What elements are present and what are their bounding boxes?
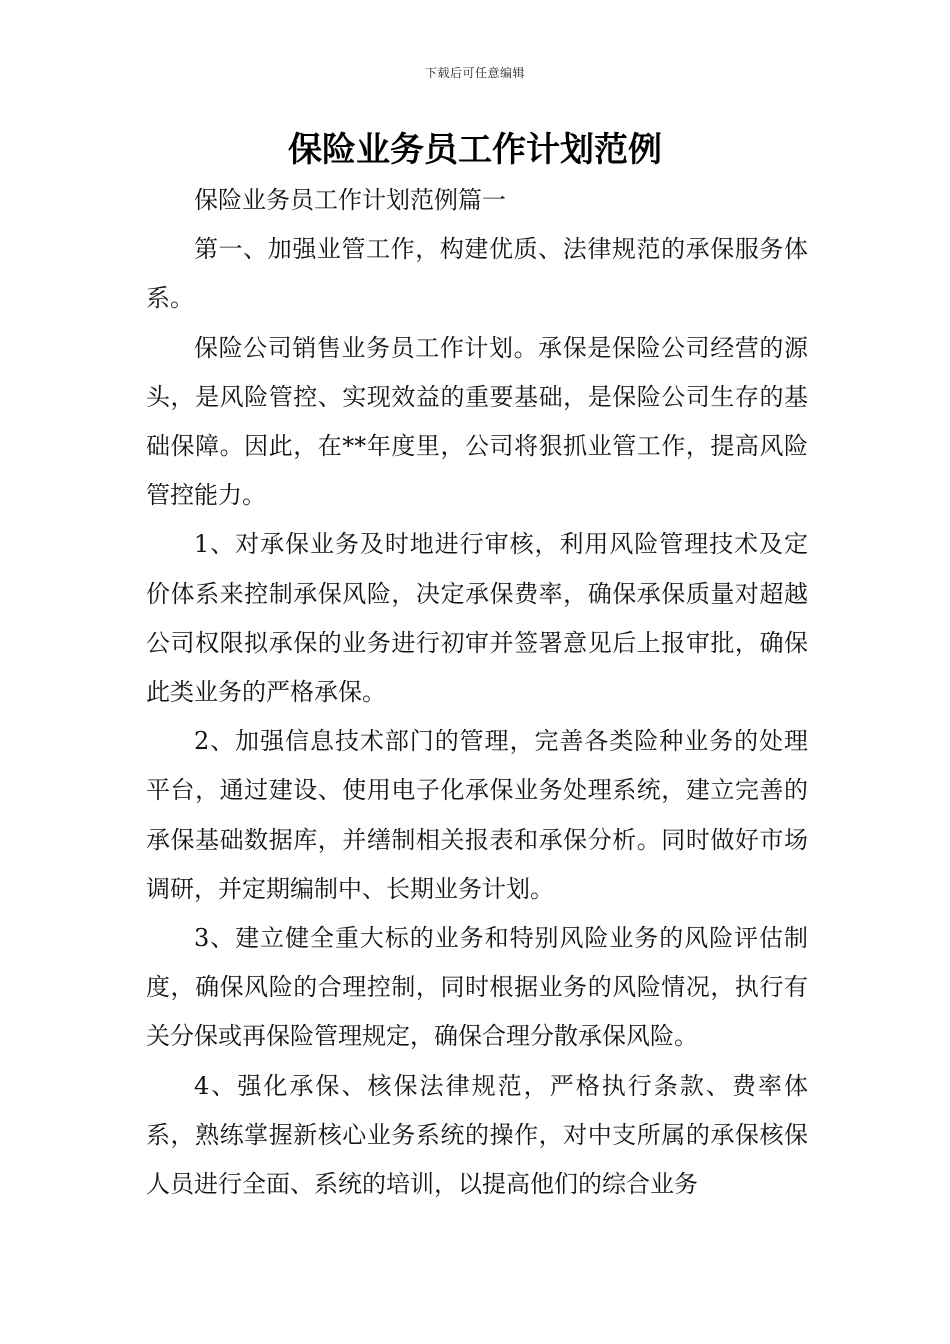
paragraph-section-heading: 保险业务员工作计划范例篇一 bbox=[194, 186, 506, 214]
paragraph-item-4: 4、强化承保、核保法律规范，严格执行条款、费率体系，熟练掌握新核心业务系统的操作，对中支所属的承保核保人员进行全面、系统的培训，以提高他们的综合业务 bbox=[146, 1071, 808, 1199]
paragraph-intro: 保险公司销售业务员工作计划。承保是保险公司经营的源头，是风险管控、实现效益的重要基础，是保险公司生存的基础保障。因此，在**年度里，公司将狠抓业管工作，提高风险管控能力。 bbox=[146, 333, 808, 510]
paragraph-item-3: 3、建立健全重大标的业务和特别风险业务的风险评估制度，确保风险的合理控制，同时根据业务的风险情况，执行有关分保或再保险管理规定，确保合理分散承保风险。 bbox=[146, 924, 808, 1051]
document-body bbox=[146, 176, 808, 1209]
paragraph-item-1: 1、对承保业务及时地进行审核，利用风险管理技术及定价体系来控制承保风险，决定承保费率，确保承保质量对超越公司权限拟承保的业务进行初审并签署意见后上报审批，确保此类业务的严格承保。 bbox=[146, 530, 808, 707]
header-note: 下载后可任意编辑 bbox=[424, 66, 525, 80]
paragraph-item-2: 2、加强信息技术部门的管理，完善各类险种业务的处理平台，通过建设、使用电子化承保业务处理系统，建立完善的承保基础数据库，并缮制相关报表和承保分析。同时做好市场调研，并定期编制中、长期业务计划。 bbox=[146, 727, 808, 903]
paragraph-point-one: 第一、加强业管工作，构建优质、法律规范的承保服务体系。 bbox=[146, 235, 808, 313]
document-title: 保险业务员工作计划范例 bbox=[288, 130, 662, 170]
